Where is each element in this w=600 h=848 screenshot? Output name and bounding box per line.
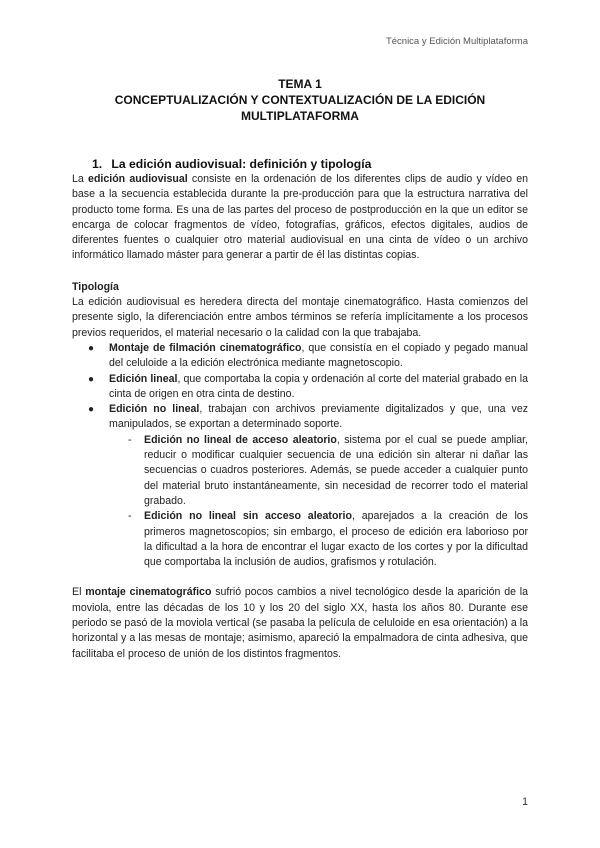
item-text: , que comportaba la copia y ordenación al corte del material grabado en la cinta de origen en otra cinta de destino.: [109, 372, 528, 400]
intro-pre: La: [72, 173, 89, 185]
intro-bold-term: edición audiovisual: [88, 173, 188, 185]
item-bold: Montaje de filmación cinematográfico: [109, 341, 302, 354]
closing-pre: El: [72, 586, 86, 599]
list-item: [72, 372, 528, 403]
item-text: , trabajan con archivos previamente digitalizados y que, una vez manipulados, se exportan a determinado soporte.: [109, 403, 529, 431]
list-item: [72, 402, 528, 570]
page-number: 1: [522, 796, 528, 808]
dash-icon: -: [128, 510, 132, 523]
sub-list-item: [109, 509, 528, 570]
closing-bold-term: montaje cinematográfico: [85, 586, 212, 599]
document-body: [72, 156, 528, 662]
bullet-icon: ●: [88, 342, 95, 354]
bullet-icon: ●: [88, 373, 95, 385]
sub-list-item: [109, 433, 528, 509]
section-number: 1.: [92, 157, 103, 171]
item-bold: Edición no lineal: [109, 403, 200, 416]
dash-icon: -: [128, 433, 132, 446]
closing-text: sufrió pocos cambios a nivel tecnológico desde la aparición de la moviola, entre las décadas de los 10 y los 20 del siglo XX, hasta los años 80. Durante ese periodo se pasó de la moviola vertical (se pasaba la película de celuloide en esa orientación) a la horizontal y a las mesas de montaje; asimismo, apareció la empalmadora de cinta adhesiva, que facilitaba el proceso de unión de los distintos fragmentos.: [72, 586, 528, 660]
running-header: Técnica y Edición Multiplataforma: [385, 36, 528, 47]
document-title: [72, 76, 528, 124]
typology-list: [72, 341, 528, 570]
section-title: La edición audiovisual: definición y tipología: [111, 157, 372, 171]
title-line-2: CONCEPTUALIZACIÓN Y CONTEXTUALIZACIÓN DE LA EDICIÓN MULTIPLATAFORMA: [114, 93, 486, 123]
title-line-1: TEMA 1: [278, 77, 322, 91]
subitem-bold: Edición no lineal sin acceso aleatorio: [144, 510, 352, 523]
item-text: , que consistía en el copiado y pegado manual del celuloide a la edición electrónica mediante magnetoscopio.: [109, 341, 528, 370]
intro-text: consiste en la ordenación de los diferentes clips de audio y vídeo en base a la secuencia establecida durante la pre-producción para que la estructura narrativa del producto tome forma. Es una de las partes del proceso de postproducción en la que un editor se encarga de colocar fragmentos de vídeo, fotografías, gráficos, efectos digitales, audios de diferentes fuentes o cualquier otro material audiovisual en una cinta de vídeo o un archivo informático llamado máster para generar a partir de él las distintas copias.: [72, 173, 528, 262]
section-heading: [72, 156, 528, 172]
sub-list: [109, 433, 528, 571]
item-bold: Edición lineal: [109, 372, 178, 385]
subitem-text: , sistema por el cual se puede ampliar, reducir o modificar cualquier secuencia de una edición sin alterar ni dañar las secuencias o cuadros posteriores. Además, se puede acceder a cualquier punto del material bruto instantáneamente, sin necesidad de recorrer todo el material grabado.: [144, 433, 528, 507]
tipologia-heading: Tipología: [72, 280, 119, 293]
intro-paragraph: [72, 172, 528, 264]
closing-paragraph: [72, 585, 528, 661]
bullet-icon: ●: [88, 404, 95, 416]
list-item: [72, 341, 528, 372]
tipologia-paragraph: La edición audiovisual es heredera directa del montaje cinematográfico. Hasta comienzos del presente siglo, la diferenciación entre ambos términos se refería implícitamente a los procesos previos requeridos, el material necesario o la calidad con la que trabajaba.: [72, 296, 528, 339]
subitem-text: , aparejados a la creación de los primeros magnetoscopios; sin embargo, el proceso de edición era laborioso por la dificultad a la hora de encontrar el lugar exacto de los cortes y por la dificultad que comportaba la inclusión de audios, grafismos y rotulación.: [144, 510, 528, 569]
subitem-bold: Edición no lineal de acceso aleatorio: [144, 433, 337, 446]
